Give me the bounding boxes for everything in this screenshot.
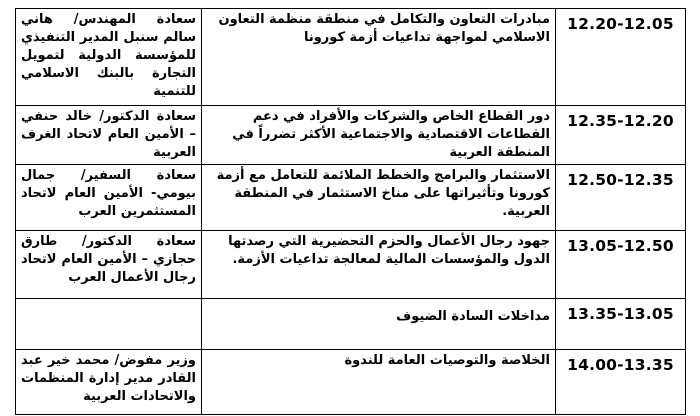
time-cell: 12.35-12.20 xyxy=(556,106,686,165)
time-cell: 12.50-12.35 xyxy=(556,165,686,231)
speaker-cell: سعادة المهندس/ هاني سالم سنبل المدير التنفيذي للمؤسسة الدولية لتمويل التجارة بالبنك الاسلامي للتنمية xyxy=(16,9,202,106)
time-cell: 14.00-13.35 xyxy=(556,350,686,415)
topic-cell: مداخلات السادة الضيوف xyxy=(202,299,556,350)
speaker-cell: وزير مفوض/ محمد خير عبد القادر مدير إدارة المنظمات والاتحادات العربية xyxy=(16,350,202,415)
agenda-row xyxy=(16,165,686,231)
agenda-row xyxy=(16,9,686,106)
speaker-cell: سعادة الدكتور/ خالد حنفي – الأمين العام لاتحاد الغرف العربية xyxy=(16,106,202,165)
agenda-row xyxy=(16,299,686,350)
speaker-cell: سعادة الدكتور/ طارق حجازي – الأمين العام لاتحاد رجال الأعمال العرب xyxy=(16,231,202,299)
topic-cell: الاستثمار والبرامج والخطط الملائمة للتعامل مع أزمة كورونا وتأثيراتها على مناخ الاستثمار في المنطقة العربية. xyxy=(202,165,556,231)
time-cell: 13.05-12.50 xyxy=(556,231,686,299)
topic-cell: الخلاصة والتوصيات العامة للندوة xyxy=(202,350,556,415)
time-cell: 12.20-12.05 xyxy=(556,9,686,106)
speaker-cell xyxy=(16,299,202,350)
agenda-row xyxy=(16,350,686,415)
topic-cell: مبادرات التعاون والتكامل في منطقة منظمة التعاون الاسلامي لمواجهة تداعيات أزمة كورونا xyxy=(202,9,556,106)
topic-cell: دور القطاع الخاص والشركات والأفراد في دعم القطاعات الاقتصادية والاجتماعية الأكثر تضرراً في المنطقة العربية xyxy=(202,106,556,165)
topic-cell: جهود رجال الأعمال والحزم التحضيرية التي رصدتها الدول والمؤسسات المالية لمعالجة تداعيات الأزمة. xyxy=(202,231,556,299)
agenda-row xyxy=(16,106,686,165)
agenda-table xyxy=(15,8,686,415)
time-cell: 13.35-13.05 xyxy=(556,299,686,350)
agenda-row xyxy=(16,231,686,299)
speaker-cell: سعادة السفير/ جمال بيومي- الأمين العام لاتحاد المستثمرين العرب xyxy=(16,165,202,231)
